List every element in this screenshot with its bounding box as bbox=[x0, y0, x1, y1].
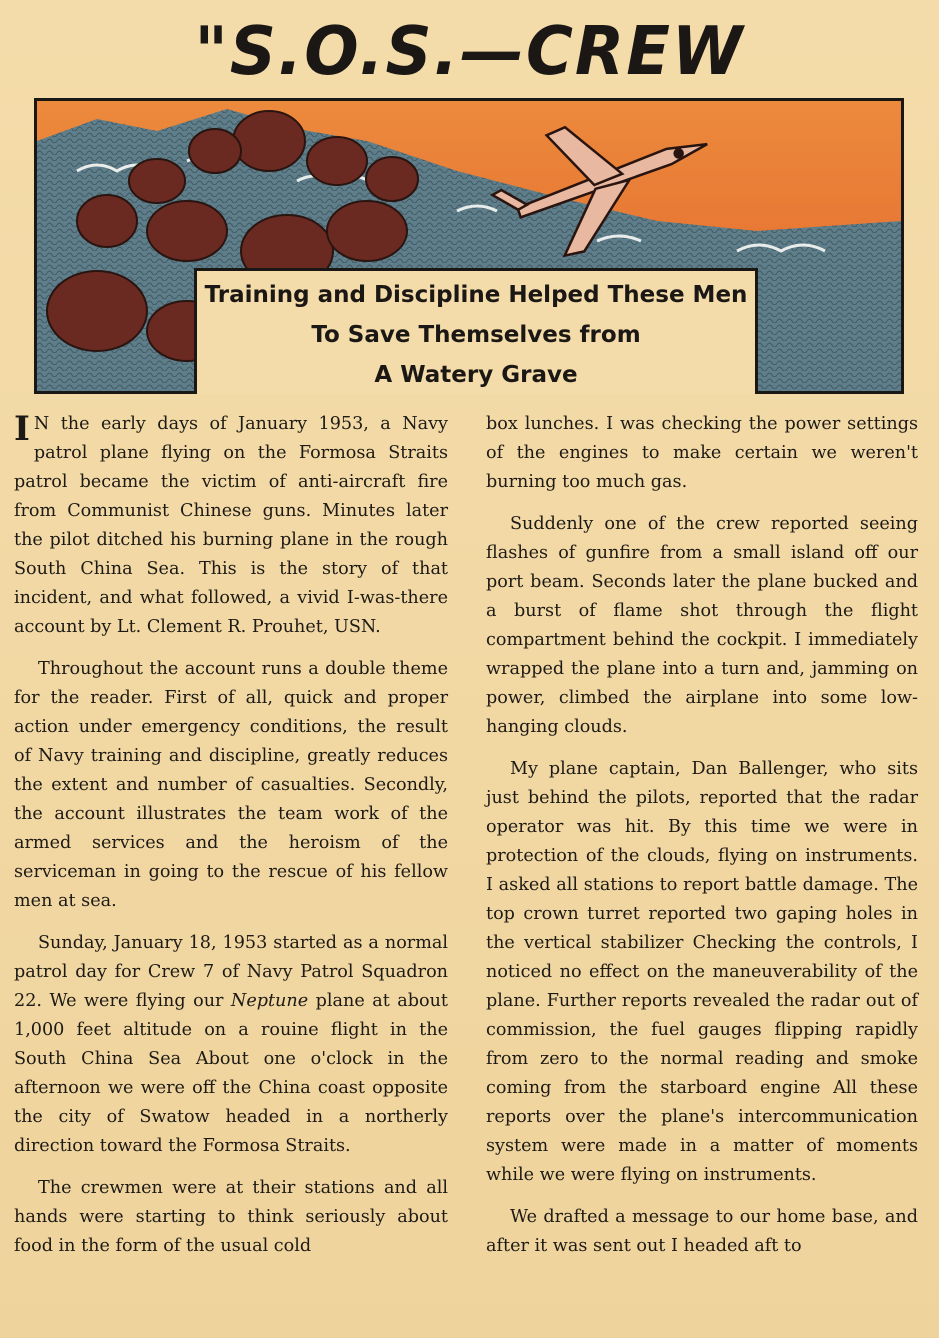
paragraph-sunday-a: Sunday, January 18, 1953 started as a normal patrol day for Crew 7 of Navy Patrol Squadron 22. We were flying our bbox=[14, 933, 448, 1011]
paragraph-damage: My plane captain, Dan Ballenger, who sits just behind the pilots, reported that the radar operator was hit. By this time we were in protection of the clouds, flying on instruments. I asked all stations to report battle damage. The top crown turret reported two gaping holes in the vertical stabilizer Checking the controls, I noticed no effect on the maneuverability of the plane. Further reports revealed the radar out of commission, the fuel gauges flipping rapidly from zero to the normal reading and smoke coming from the starboard engine All these reports over the plane's intercommunication system were made in a matter of moments while we were flying on instruments. bbox=[486, 759, 918, 1185]
paragraph-theme: Throughout the account runs a double theme for the reader. First of all, quick and proper action under emergency conditions, the result of Navy training and discipline, greatly reduces the extent and number of casualties. Secondly, the account illustrates the team work of the armed services and the heroism of the serviceman in going to the rescue of his fellow men at sea. bbox=[14, 659, 448, 911]
page-title: "S.O.S.—CREW bbox=[194, 13, 745, 91]
paragraph-crewmen-continued: box lunches. I was checking the power settings of the engines to make certain we weren't burning too much gas. bbox=[486, 414, 918, 492]
caption-line-2: To Save Themselves from bbox=[311, 322, 641, 348]
paragraph-intro bbox=[14, 410, 448, 642]
plane-name: Neptune bbox=[230, 991, 309, 1011]
paragraph-sunday bbox=[14, 929, 448, 1161]
caption-line-3: A Watery Grave bbox=[374, 362, 578, 388]
caption-line-1: Training and Discipline Helped These Men bbox=[204, 282, 748, 308]
article-column-left bbox=[14, 410, 448, 1274]
paragraph-gunfire: Suddenly one of the crew reported seeing flashes of gunfire from a small island off our port beam. Seconds later the plane bucked and a burst of flame shot through the flight compartment behind the cockpit. I immediately wrapped the plane into a turn and, jamming on power, climbed the airplane into some low-hanging clouds. bbox=[486, 514, 918, 737]
panel-caption bbox=[194, 268, 758, 394]
paragraph-sunday-b: plane at about 1,000 feet altitude on a rouine flight in the South China Sea About one o'clock in the afternoon we were off the China coast opposite the city of Swatow headed in a northerly direction toward the Formosa Straits. bbox=[14, 991, 448, 1156]
article-column-right bbox=[486, 410, 918, 1274]
paragraph-message: We drafted a message to our home base, and after it was sent out I headed aft to bbox=[486, 1207, 918, 1256]
paragraph-crewmen: The crewmen were at their stations and all hands were starting to think seriously about food in the form of the usual cold bbox=[14, 1178, 448, 1256]
drop-cap: I bbox=[14, 409, 30, 449]
paragraph-intro-text: N the early days of January 1953, a Navy patrol plane flying on the Formosa Straits patrol became the victim of anti-aircraft fire from Communist Chinese guns. Minutes later the pilot ditched his burning plane in the rough South China Sea. This is the story of that incident, and what followed, a vivid I-was-there account by Lt. Clement R. Prouhet, USN. bbox=[14, 414, 448, 637]
